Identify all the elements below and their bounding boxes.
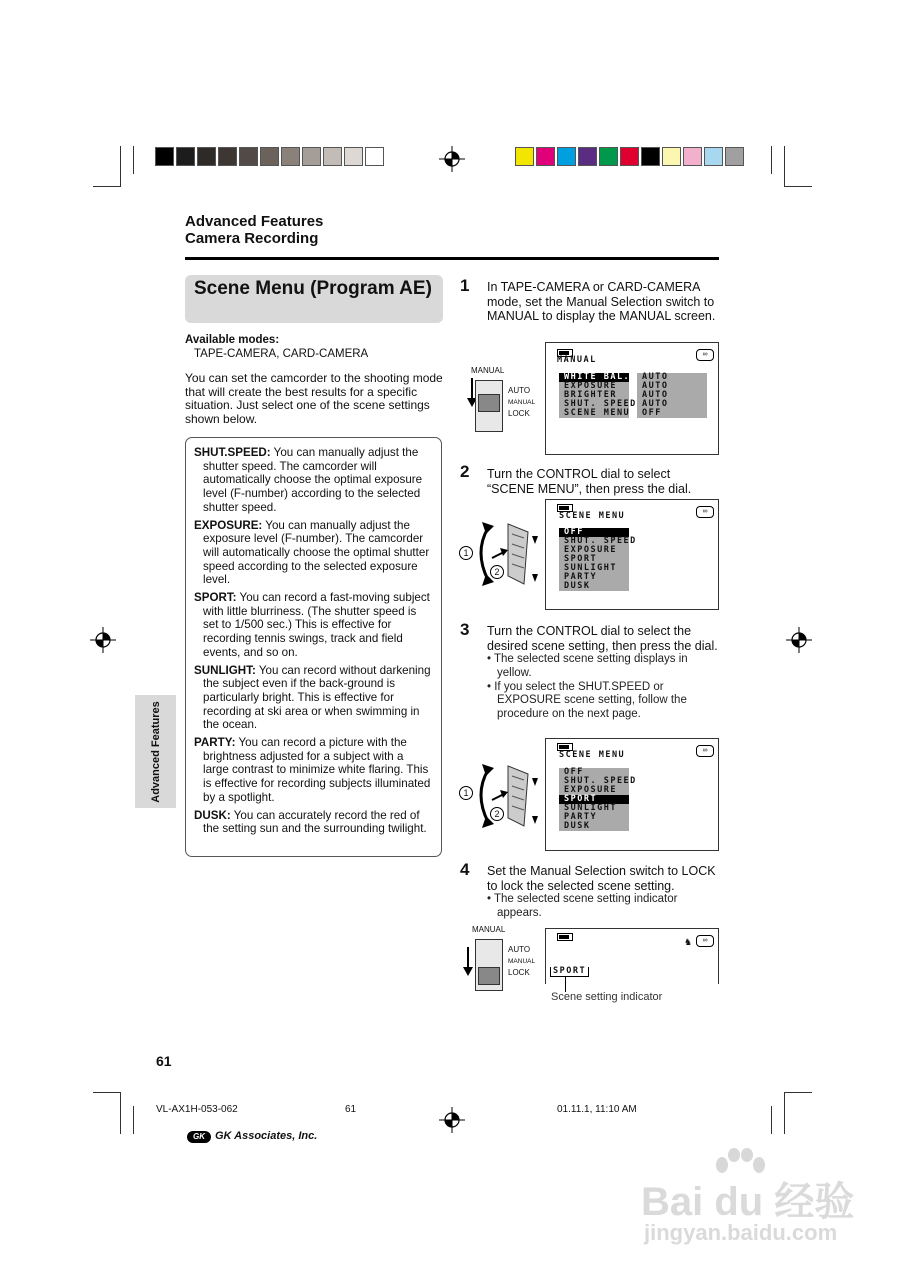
step-number: 1 <box>460 276 470 295</box>
manual-menu-list <box>559 372 637 418</box>
modes-value: TAPE-CAMERA, CARD-CAMERA <box>194 348 369 360</box>
screen-title: SCENE MENU <box>559 511 626 521</box>
switch-knob[interactable] <box>478 967 500 985</box>
crop-mark <box>133 1106 134 1134</box>
company-logo: GK <box>187 1131 211 1143</box>
side-tab-label: Advanced Features <box>149 700 162 803</box>
menu-item[interactable]: OFF <box>564 767 584 777</box>
page-title: Scene Menu (Program AE) <box>194 278 432 299</box>
step-bullet: • The selected scene setting indicator appears. <box>487 893 678 919</box>
calibration-swatch <box>281 147 300 166</box>
definition-term: PARTY: <box>194 736 236 750</box>
definition-sunlight <box>194 664 432 733</box>
dial-step-marker: 1 <box>459 786 473 800</box>
definition-text: You can record a picture with the brightness adjusted for a subject with a large contrast to minimize white flaring. This is effective for recording subjects illuminated by a spotlight. <box>203 736 431 804</box>
calibration-swatch <box>239 147 258 166</box>
calibration-swatch <box>557 147 576 166</box>
calibration-swatch <box>365 147 384 166</box>
registration-mark-icon <box>786 627 812 653</box>
calibration-swatch <box>197 147 216 166</box>
calibration-swatch <box>515 147 534 166</box>
screen-title: SCENE MENU <box>559 750 626 760</box>
available-modes <box>185 333 440 361</box>
modes-label: Available modes: <box>185 334 280 346</box>
company-name: GK Associates, Inc. <box>215 1130 318 1142</box>
tape-icon: ∞ <box>696 349 714 361</box>
crop-mark <box>784 186 812 187</box>
step-1-text: In TAPE-CAMERA or CARD-CAMERA mode, set the Manual Selection switch to MANUAL to display the MANUAL screen. <box>487 280 716 323</box>
dial-step-marker: 2 <box>490 807 504 821</box>
menu-item[interactable]: PARTY <box>564 572 598 582</box>
step-4-block <box>487 864 721 921</box>
calibration-swatch <box>641 147 660 166</box>
footer-center: 61 <box>345 1104 357 1115</box>
crop-mark <box>120 146 121 187</box>
definition-text: You can record a fast-moving subject with little blurriness. (The shutter speed is set to 1/500 sec.) This is effective for recording tennis swings, track and field events, and so on. <box>203 591 430 659</box>
step-bullet: • If you select the SHUT.SPEED or EXPOSURE scene setting, follow the procedure on the next page. <box>487 680 687 721</box>
switch-lock-label: LOCK <box>508 409 530 418</box>
switch-auto-label: AUTO <box>508 386 531 395</box>
switch-title: MANUAL <box>471 366 505 375</box>
control-dial-icon <box>470 756 540 831</box>
step-number: 3 <box>460 620 470 639</box>
calibration-swatch <box>218 147 237 166</box>
definition-text: You can manually adjust the exposure level (F-number). The camcorder will automatically choose the optimal shutter speed according to the selected exposure level. <box>203 518 430 587</box>
menu-item[interactable]: SPORT <box>564 554 598 564</box>
menu-value: AUTO <box>642 381 669 391</box>
footer-right: 01.11.1, 11:10 AM <box>557 1104 637 1115</box>
battery-icon <box>557 933 573 941</box>
header-line2: Camera Recording <box>185 230 319 247</box>
scene-setting-indicator: SPORT <box>550 967 589 977</box>
calibration-swatch <box>536 147 555 166</box>
step-number: 4 <box>460 860 470 879</box>
menu-item[interactable]: SUNLIGHT <box>564 803 617 813</box>
switch-auto-label: AUTO <box>508 945 531 954</box>
definition-sport <box>194 591 432 660</box>
section-header <box>185 213 323 247</box>
crop-mark <box>784 1092 812 1093</box>
registration-mark-icon <box>439 146 465 172</box>
scene-menu-screen <box>545 499 719 610</box>
definition-term: SUNLIGHT: <box>194 663 256 677</box>
calibration-swatch <box>323 147 342 166</box>
switch-knob[interactable] <box>478 394 500 412</box>
crop-mark <box>93 186 121 187</box>
calibration-swatch <box>662 147 681 166</box>
scene-menu-screen <box>545 738 719 851</box>
dial-step-marker: 2 <box>490 565 504 579</box>
menu-item[interactable]: WHITE BAL. <box>559 373 629 382</box>
page-number: 61 <box>156 1053 172 1069</box>
menu-value: AUTO <box>642 372 669 382</box>
definition-term: DUSK: <box>194 808 231 822</box>
manual-values-list <box>637 373 707 418</box>
calibration-swatch <box>620 147 639 166</box>
menu-item[interactable]: PARTY <box>564 812 598 822</box>
definition-party <box>194 736 432 805</box>
control-dial-icon <box>470 514 540 589</box>
definition-term: SHUT.SPEED: <box>194 446 271 459</box>
definition-text: You can accurately record the red of the setting sun and the surrounding twilight. <box>203 808 427 836</box>
scene-menu-list <box>559 767 637 831</box>
tape-icon: ∞ <box>696 506 714 518</box>
crop-mark <box>771 146 772 174</box>
switch-lock-label: LOCK <box>508 968 530 977</box>
step-number: 2 <box>460 462 470 481</box>
menu-item[interactable]: SUNLIGHT <box>564 563 617 573</box>
step-bullet: • The selected scene setting displays in yellow. <box>487 653 688 679</box>
manual-screen <box>545 342 719 455</box>
menu-item[interactable]: SHUT. SPEED <box>564 399 637 409</box>
tape-icon: ∞ <box>696 935 714 947</box>
step-3-text: Turn the CONTROL dial to select the desired scene setting, then press the dial. <box>487 624 718 653</box>
down-arrow-icon <box>462 947 474 977</box>
scene-mode-icon: ♞ <box>684 937 693 947</box>
switch-manual-label: MANUAL <box>508 958 536 965</box>
menu-value: OFF <box>642 408 662 418</box>
recording-screen <box>545 928 719 984</box>
crop-mark <box>771 1106 772 1134</box>
title-box <box>185 275 443 323</box>
intro-paragraph: You can set the camcorder to the shooting mode that will create the best results for a specific situation. Just select one of the scene settings shown below. <box>185 371 443 426</box>
calibration-swatch <box>176 147 195 166</box>
header-rule <box>185 257 719 260</box>
watermark-brand: Bai du 经验 <box>641 1180 855 1224</box>
switch-title: MANUAL <box>472 925 506 934</box>
step-3-block <box>487 624 719 722</box>
definition-exposure <box>194 519 432 588</box>
calibration-swatch <box>725 147 744 166</box>
side-tab <box>135 695 176 808</box>
menu-item[interactable]: DUSK <box>564 821 591 831</box>
menu-item[interactable]: OFF <box>559 528 629 537</box>
definition-text: You can record without darkening the subject even if the back-ground is particularly bright. This is effective for recording at ski area or when swimming in the ocean. <box>203 663 431 732</box>
menu-item[interactable]: SPORT <box>559 795 629 804</box>
crop-mark <box>133 146 134 174</box>
manual-switch-illustration <box>466 366 546 432</box>
definition-term: EXPOSURE: <box>194 518 263 532</box>
manual-switch-illustration <box>462 925 546 991</box>
definition-shut-speed <box>194 446 432 515</box>
definition-term: SPORT: <box>194 591 237 605</box>
screen-title: MANUAL <box>557 355 597 365</box>
calibration-swatch <box>260 147 279 166</box>
indicator-caption: Scene setting indicator <box>551 991 663 1003</box>
menu-item[interactable]: BRIGHTER <box>564 390 617 400</box>
menu-item[interactable]: EXPOSURE <box>564 545 617 555</box>
calibration-swatch <box>599 147 618 166</box>
registration-mark-icon <box>90 627 116 653</box>
step-2-text: Turn the CONTROL dial to select “SCENE MENU”, then press the dial. <box>487 467 692 496</box>
menu-item[interactable]: EXPOSURE <box>564 785 617 795</box>
crop-mark <box>784 146 785 187</box>
menu-value: AUTO <box>642 399 669 409</box>
crop-mark <box>120 1092 121 1134</box>
definitions-box <box>185 437 442 857</box>
control-dial-illustration <box>458 510 540 590</box>
calibration-swatch <box>302 147 321 166</box>
registration-mark-icon <box>439 1107 465 1133</box>
calibration-swatch <box>578 147 597 166</box>
control-dial-illustration <box>458 752 540 832</box>
menu-item[interactable]: SCENE MENU <box>564 408 631 418</box>
menu-item[interactable]: EXPOSURE <box>564 381 617 391</box>
calibration-swatch <box>344 147 363 166</box>
indicator-leader-line <box>565 976 566 992</box>
definition-text: You can manually adjust the shutter speed. The camcorder will automatically choose the optimal exposure level (F-number) according to the selected shutter speed. <box>203 446 423 514</box>
definition-dusk <box>194 809 432 836</box>
calibration-swatch <box>155 147 174 166</box>
tape-icon: ∞ <box>696 745 714 757</box>
menu-item[interactable]: SHUT. SPEED <box>564 776 637 786</box>
step-4-text: Set the Manual Selection switch to LOCK to lock the selected scene setting. <box>487 864 716 893</box>
scene-menu-list <box>559 527 637 591</box>
calibration-swatch <box>704 147 723 166</box>
calibration-swatch <box>683 147 702 166</box>
footer-left: VL-AX1H-053-062 <box>156 1104 238 1115</box>
switch-manual-label: MANUAL <box>508 399 536 406</box>
menu-item[interactable]: SHUT. SPEED <box>564 536 637 546</box>
crop-mark <box>93 1092 121 1093</box>
dial-step-marker: 1 <box>459 546 473 560</box>
menu-value: AUTO <box>642 390 669 400</box>
header-line1: Advanced Features <box>185 213 324 230</box>
watermark-url: jingyan.baidu.com <box>644 1220 838 1245</box>
crop-mark <box>784 1092 785 1134</box>
menu-item[interactable]: DUSK <box>564 581 591 591</box>
